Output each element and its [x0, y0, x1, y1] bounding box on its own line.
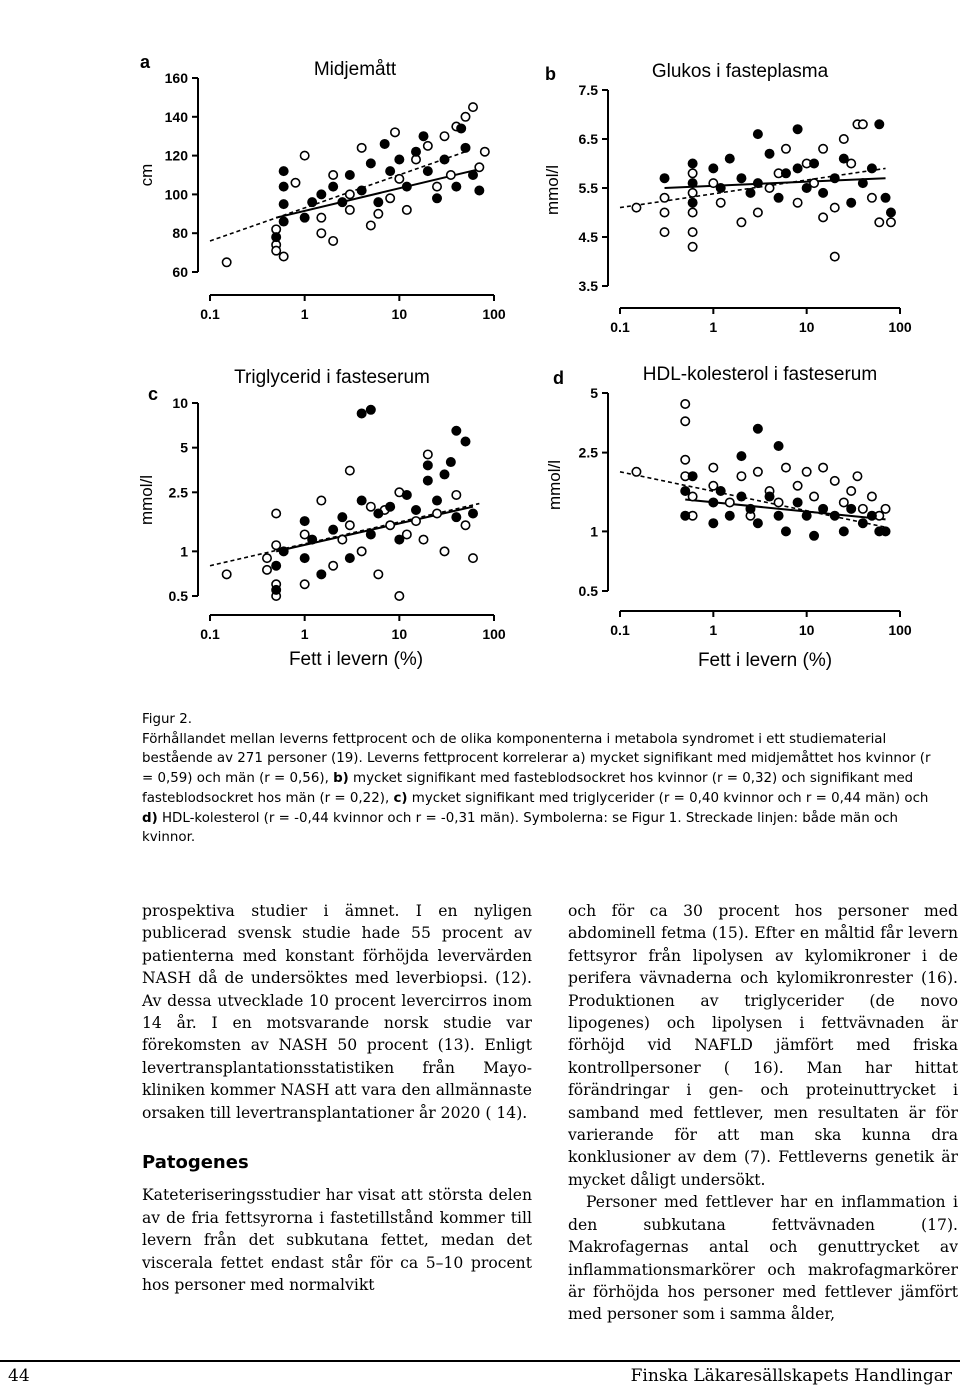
data-point-open: [681, 417, 689, 425]
data-point-filled: [412, 148, 420, 156]
data-point-open: [819, 463, 827, 471]
data-point-open: [726, 498, 734, 506]
data-point-filled: [737, 492, 745, 500]
data-point-filled: [424, 461, 432, 469]
data-point-open: [881, 505, 889, 513]
data-point-filled: [831, 512, 839, 520]
data-point-open: [754, 468, 762, 476]
data-point-filled: [819, 189, 827, 197]
y-tick-label: 3.5: [578, 278, 598, 294]
data-point-open: [338, 535, 346, 543]
y-tick-label: 120: [164, 147, 188, 164]
data-point-open: [403, 530, 411, 538]
data-point-filled: [447, 458, 455, 466]
data-point-open: [793, 199, 801, 207]
x-tick-label: 1: [709, 622, 718, 638]
data-point-filled: [440, 470, 448, 478]
data-point-filled: [660, 174, 668, 182]
data-point-filled: [461, 437, 469, 445]
x-tick-label: 0.1: [610, 319, 630, 335]
data-point-open: [782, 463, 790, 471]
data-point-open: [367, 502, 375, 510]
data-point-filled: [279, 200, 287, 208]
fit-line-dashed: [620, 168, 886, 207]
data-point-open: [810, 492, 818, 500]
x-tick-label: 100: [482, 626, 506, 642]
body-column-left: [142, 900, 532, 1297]
data-point-filled: [868, 512, 876, 520]
data-point-filled: [279, 217, 287, 225]
data-point-filled: [765, 150, 773, 158]
y-tick-label: 0.5: [578, 583, 598, 599]
data-point-open: [737, 472, 745, 480]
data-point-open: [681, 400, 689, 408]
data-point-filled: [433, 496, 441, 504]
data-point-filled: [300, 213, 308, 221]
data-point-filled: [793, 498, 801, 506]
data-point-filled: [395, 155, 403, 163]
data-point-filled: [688, 159, 696, 167]
data-point-open: [447, 171, 455, 179]
data-point-open: [329, 171, 337, 179]
data-point-filled: [681, 512, 689, 520]
data-point-filled: [329, 525, 337, 533]
data-point-filled: [346, 171, 354, 179]
y-tick-label: 60: [172, 264, 188, 280]
data-point-filled: [765, 492, 773, 500]
data-point-open: [317, 213, 325, 221]
data-point-filled: [810, 159, 818, 167]
y-tick-label: 5.5: [578, 180, 598, 196]
body-paragraph: Personer med fettlever har en inflammation i den subkutana fettvävnaden (17). Makrofagernas antal och genuttrycket av inflammationsmarkörer och makrofagmarkörer är förhöjda hos personer med fettlever jämfört med personer som i samma ålder,: [568, 1193, 958, 1324]
data-point-filled: [737, 452, 745, 460]
data-point-filled: [746, 189, 754, 197]
data-point-filled: [774, 194, 782, 202]
data-point-open: [386, 521, 394, 529]
data-point-filled: [346, 554, 354, 562]
data-point-open: [374, 570, 382, 578]
data-point-open: [300, 530, 308, 538]
data-point-open: [317, 229, 325, 237]
data-point-open: [819, 145, 827, 153]
data-point-filled: [329, 182, 337, 190]
data-point-filled: [440, 155, 448, 163]
data-point-open: [461, 113, 469, 121]
data-point-open: [859, 120, 867, 128]
fit-line-solid: [665, 178, 886, 188]
data-point-open: [660, 208, 668, 216]
data-point-open: [688, 243, 696, 251]
data-point-open: [469, 554, 477, 562]
data-point-filled: [802, 512, 810, 520]
data-point-open: [357, 547, 365, 555]
x-tick-label: 100: [482, 306, 506, 322]
x-tick-label: 1: [300, 306, 309, 322]
panel-letter: b: [545, 64, 556, 84]
data-point-filled: [819, 505, 827, 513]
x-tick-label: 100: [888, 319, 912, 335]
y-tick-label: 80: [172, 225, 188, 242]
data-point-filled: [709, 519, 717, 527]
data-point-filled: [881, 194, 889, 202]
data-point-filled: [859, 519, 867, 527]
data-point-filled: [774, 512, 782, 520]
data-point-filled: [793, 125, 801, 133]
x-axis-label: Fett i levern (%): [288, 649, 424, 670]
data-point-open: [853, 472, 861, 480]
y-tick-label: 160: [164, 70, 188, 86]
panel-title: Midjemått: [313, 59, 397, 80]
caption-text: Förhållandet mellan leverns fettprocent och de olika komponenterna i metabola syndromet i ett studiematerial bestående av 271 personer (19). Leverns fettprocent korrelerar a) mycket signifikant med midjemåttet hos kvinnor (r = 0,59) och män (r = 0,56), b) mycket signifikant med fasteblodsockret hos kvinnor (r = 0,32) och signifikant med fasteblodsockret hos män (r = 0,22), c) mycket signifikant med triglycerider (r = 0,40 kvinnor och r = 0,44 män) och d) HDL-kolesterol (r = -0,44 kvinnor och r = -0,31 män). Symbolerna: se Figur 1. Streckade linjen: både män och kvinnor.: [142, 731, 931, 846]
figure-caption: [142, 710, 942, 848]
data-point-filled: [461, 144, 469, 152]
data-point-filled: [386, 167, 394, 175]
data-point-open: [346, 466, 354, 474]
data-point-open: [737, 218, 745, 226]
data-point-open: [300, 580, 308, 588]
data-point-filled: [380, 140, 388, 148]
data-point-open: [709, 463, 717, 471]
data-point-filled: [424, 476, 432, 484]
data-point-filled: [887, 208, 895, 216]
data-point-open: [793, 482, 801, 490]
data-point-filled: [709, 498, 717, 506]
x-axis-label: Fett i levern (%): [697, 650, 833, 671]
data-point-filled: [774, 442, 782, 450]
data-point-open: [346, 206, 354, 214]
data-point-filled: [424, 167, 432, 175]
panel-letter: a: [140, 52, 151, 72]
data-point-filled: [367, 530, 375, 538]
data-point-filled: [386, 502, 394, 510]
y-tick-label: 100: [164, 186, 188, 203]
data-point-filled: [746, 505, 754, 513]
data-point-filled: [737, 174, 745, 182]
data-point-open: [831, 477, 839, 485]
data-point-filled: [782, 169, 790, 177]
data-point-open: [403, 206, 411, 214]
data-point-open: [875, 218, 883, 226]
data-point-open: [272, 541, 280, 549]
data-point-filled: [688, 199, 696, 207]
body-column-right: [568, 900, 958, 1326]
data-point-open: [660, 228, 668, 236]
y-tick-label: 5: [180, 439, 188, 456]
data-point-open: [391, 128, 399, 136]
data-point-filled: [279, 547, 287, 555]
data-point-open: [688, 492, 696, 500]
data-point-filled: [374, 198, 382, 206]
data-point-open: [774, 498, 782, 506]
footer-rule: [0, 1360, 960, 1362]
data-point-open: [272, 509, 280, 517]
data-point-filled: [847, 505, 855, 513]
x-tick-label: 10: [798, 319, 815, 335]
data-point-open: [868, 194, 876, 202]
x-tick-label: 0.1: [610, 622, 630, 638]
data-point-filled: [840, 154, 848, 162]
data-point-open: [461, 521, 469, 529]
data-point-open: [279, 252, 287, 260]
y-tick-label: 140: [164, 108, 188, 125]
data-point-filled: [308, 535, 316, 543]
data-point-open: [272, 246, 280, 254]
data-point-open: [887, 218, 895, 226]
data-point-filled: [357, 409, 365, 417]
panel-title: Triglycerid i fasteserum: [234, 367, 430, 388]
x-tick-label: 1: [300, 626, 309, 642]
data-point-filled: [754, 425, 762, 433]
data-point-open: [802, 468, 810, 476]
data-point-open: [660, 194, 668, 202]
data-point-filled: [338, 513, 346, 521]
data-point-filled: [300, 554, 308, 562]
data-point-open: [688, 189, 696, 197]
data-point-filled: [681, 487, 689, 495]
data-point-open: [475, 163, 483, 171]
data-point-filled: [717, 487, 725, 495]
data-point-open: [222, 570, 230, 578]
data-point-filled: [272, 233, 280, 241]
data-point-open: [386, 194, 394, 202]
data-point-open: [688, 208, 696, 216]
data-point-filled: [782, 527, 790, 535]
data-point-filled: [419, 132, 427, 140]
y-tick-label: 6.5: [578, 131, 598, 147]
data-point-filled: [457, 124, 465, 132]
x-tick-label: 10: [391, 626, 408, 642]
data-point-filled: [338, 198, 346, 206]
data-point-open: [300, 151, 308, 159]
y-tick-label: 7.5: [578, 82, 598, 98]
data-point-filled: [452, 427, 460, 435]
caption-label: Figur 2.: [142, 712, 192, 727]
y-axis-label: mmol/l: [543, 164, 562, 216]
data-point-open: [433, 182, 441, 190]
x-tick-label: 10: [798, 622, 815, 638]
x-tick-label: 10: [391, 306, 408, 322]
data-point-filled: [840, 527, 848, 535]
data-point-filled: [881, 527, 889, 535]
data-point-filled: [875, 120, 883, 128]
data-point-open: [868, 492, 876, 500]
data-point-open: [374, 210, 382, 218]
data-point-open: [395, 592, 403, 600]
data-point-open: [357, 144, 365, 152]
data-point-open: [222, 258, 230, 266]
data-point-filled: [754, 130, 762, 138]
y-tick-label: 4.5: [578, 229, 598, 245]
panel-title: HDL-kolesterol i fasteserum: [642, 364, 878, 385]
data-point-filled: [317, 190, 325, 198]
data-point-filled: [395, 535, 403, 543]
x-tick-label: 100: [888, 622, 912, 638]
y-tick-label: 10: [172, 395, 188, 411]
data-point-filled: [688, 179, 696, 187]
data-point-open: [681, 456, 689, 464]
data-point-filled: [403, 182, 411, 190]
body-paragraph: och för ca 30 procent hos personer med abdominell fetma (15). Efter en måltid får levern fettsyror från lipolysen av kylomikroner i de perifera vävnaderna och kylomikronrester (16). Produktionen av triglycerider (de novo lipogenes) och lipolysen i fettvävnaden är förhöjd vid NAFLD jämfört med friska kontrollpersoner ( 16). Man har hittat förändringar i gen- och proteinuttrycket i samband med fettlever, men resultaten är för varierande för att man ska kunna dra konklusioner av dem (7). Fettleverns genetik är mycket dåligt undersökt.: [568, 902, 958, 1189]
data-point-filled: [279, 182, 287, 190]
data-point-filled: [452, 182, 460, 190]
data-point-open: [632, 468, 640, 476]
data-point-filled: [357, 186, 365, 194]
y-tick-label: 2.5: [168, 484, 188, 501]
data-point-open: [765, 184, 773, 192]
y-axis-label: mmol/l: [137, 474, 156, 526]
data-point-open: [847, 487, 855, 495]
data-point-filled: [317, 570, 325, 578]
data-point-filled: [754, 179, 762, 187]
data-point-open: [819, 213, 827, 221]
data-point-filled: [709, 164, 717, 172]
data-point-filled: [793, 164, 801, 172]
fit-line-dashed: [210, 152, 466, 241]
data-point-filled: [279, 167, 287, 175]
data-point-open: [831, 203, 839, 211]
data-point-filled: [726, 512, 734, 520]
y-axis-label: cm: [137, 163, 156, 187]
data-point-open: [481, 148, 489, 156]
data-point-open: [440, 547, 448, 555]
data-point-filled: [433, 194, 441, 202]
data-point-filled: [374, 509, 382, 517]
data-point-open: [717, 199, 725, 207]
data-point-filled: [272, 562, 280, 570]
data-point-filled: [475, 186, 483, 194]
data-point-filled: [726, 154, 734, 162]
panel-letter: d: [553, 368, 564, 388]
data-point-open: [831, 252, 839, 260]
data-point-filled: [357, 496, 365, 504]
data-point-filled: [831, 174, 839, 182]
data-point-open: [263, 554, 271, 562]
data-point-open: [424, 450, 432, 458]
data-point-open: [452, 491, 460, 499]
data-point-open: [317, 496, 325, 504]
data-point-open: [632, 203, 640, 211]
data-point-open: [412, 517, 420, 525]
data-point-open: [419, 535, 427, 543]
y-tick-label: 1: [590, 523, 598, 540]
x-tick-label: 0.1: [200, 626, 220, 642]
data-point-filled: [300, 517, 308, 525]
page-number: 44: [8, 1366, 30, 1386]
data-point-open: [469, 103, 477, 111]
data-point-open: [688, 228, 696, 236]
data-point-open: [840, 135, 848, 143]
data-point-filled: [367, 159, 375, 167]
data-point-filled: [272, 586, 280, 594]
data-point-open: [329, 237, 337, 245]
data-point-filled: [469, 171, 477, 179]
data-point-open: [263, 566, 271, 574]
data-point-open: [754, 208, 762, 216]
data-point-open: [367, 221, 375, 229]
data-point-open: [688, 169, 696, 177]
y-tick-label: 0.5: [168, 588, 188, 604]
data-point-filled: [859, 179, 867, 187]
data-point-filled: [868, 164, 876, 172]
data-point-open: [424, 142, 432, 150]
data-point-filled: [717, 184, 725, 192]
data-point-filled: [847, 199, 855, 207]
panel-title: Glukos i fasteplasma: [651, 61, 829, 82]
data-point-open: [840, 498, 848, 506]
panel-letter: c: [148, 384, 159, 404]
journal-name: Finska Läkaresällskapets Handlingar: [630, 1366, 952, 1386]
data-point-filled: [754, 519, 762, 527]
data-point-filled: [688, 472, 696, 480]
data-point-filled: [810, 532, 818, 540]
y-tick-label: 2.5: [578, 444, 598, 461]
data-point-open: [329, 562, 337, 570]
data-point-open: [395, 175, 403, 183]
body-paragraph: prospektiva studier i ämnet. I en nyligen publicerad svensk studie hade 55 procent av patienterna med konstant förhöjda levervärden NASH då de undersöktes med leverbiopsi. (12). Av dessa utvecklade 10 procent levercirros inom 14 år. I en motsvarande norsk studie var förekomsten av NASH 50 procent (13). Enligt levertransplantationsstatistiken från Mayo-kliniken kommer NASH att vara den allmännaste orsaken till levertransplantationer år 2020 ( 14).: [142, 902, 532, 1122]
section-heading: Patogenes: [142, 1152, 249, 1174]
data-point-open: [433, 509, 441, 517]
y-axis-label: mmol/l: [545, 459, 564, 511]
y-tick-label: 5: [590, 385, 598, 401]
x-tick-label: 0.1: [200, 306, 220, 322]
data-point-open: [859, 505, 867, 513]
y-tick-label: 1: [180, 543, 188, 560]
data-point-open: [346, 190, 354, 198]
data-point-filled: [412, 506, 420, 514]
data-point-filled: [469, 509, 477, 517]
data-point-open: [782, 145, 790, 153]
data-point-filled: [308, 198, 316, 206]
data-point-filled: [367, 406, 375, 414]
data-point-filled: [452, 513, 460, 521]
data-point-open: [291, 179, 299, 187]
data-point-filled: [403, 491, 411, 499]
body-paragraph: Kateteriseringsstudier har visat att största delen av de fria fettsyrorna i fastetillstånd kommer till levern från det subkutana fettet, medan det viscerala fettet endast står för ca 5–10 procent hos personer med normalvikt: [142, 1186, 532, 1295]
data-point-open: [440, 132, 448, 140]
data-point-filled: [802, 184, 810, 192]
data-point-open: [346, 521, 354, 529]
x-tick-label: 1: [709, 319, 718, 335]
